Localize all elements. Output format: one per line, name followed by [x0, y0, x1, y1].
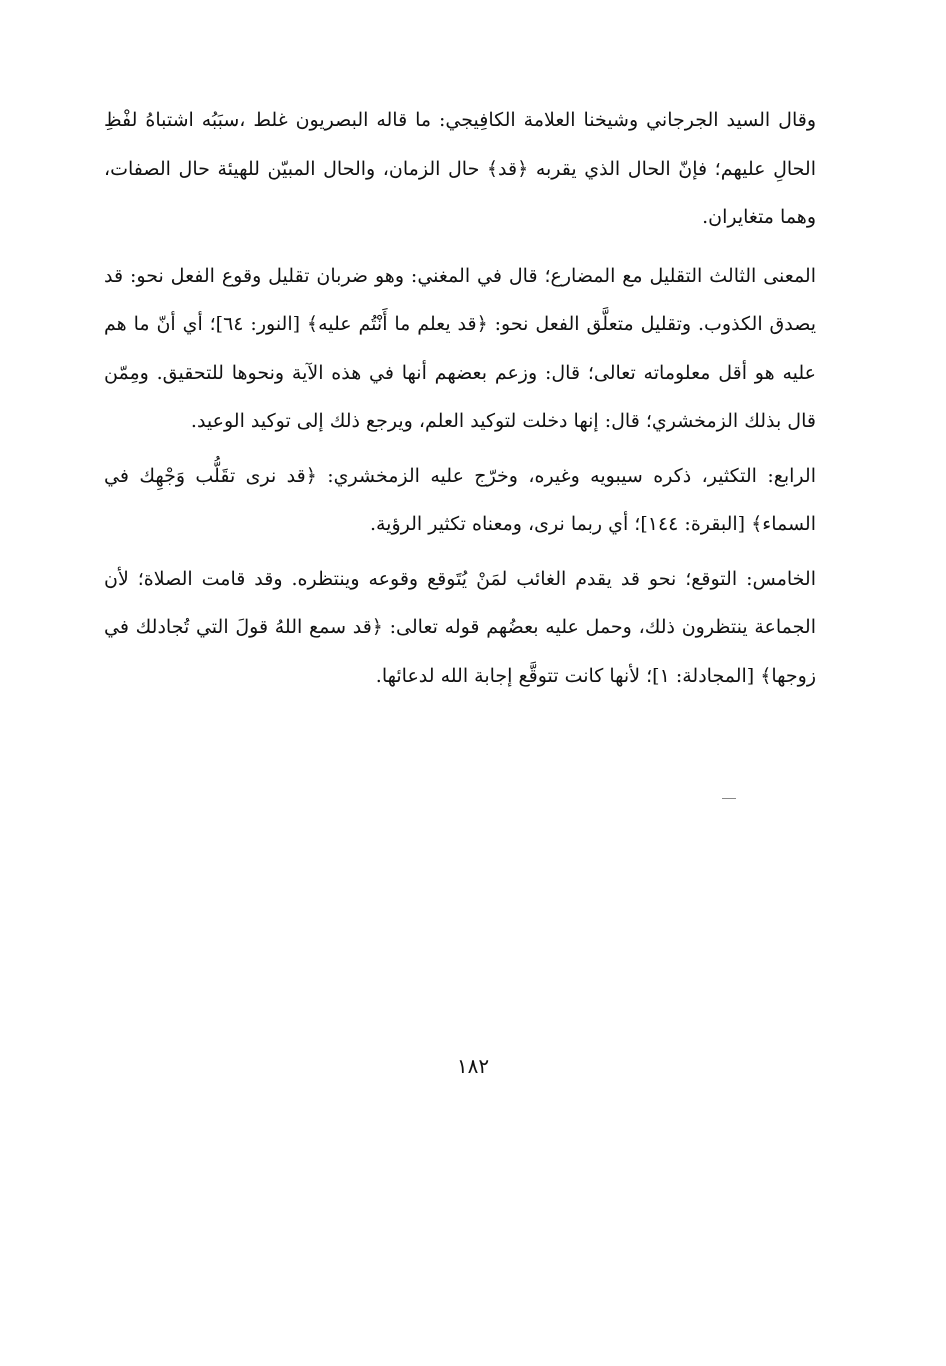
paragraph-fifth-meaning: الخامس: التوقع؛ نحو قد يقدم الغائب لمَنْ يُتَوقع وقوعه وينتظره. وقد قامت الصلاة؛ لأن الجماعة ينتظرون ذلك، وحمل عليه بعضُهم قوله تعالى: ﴿قد سمع اللهُ قولَ التي تُجادلك في زوجها﴾ [المجادلة: ١]؛ لأنها كانت تتوقَّع إجابة الله لدعائها.: [104, 567, 816, 687]
body-text: [104, 96, 816, 700]
page-number: ١٨٢: [456, 1054, 490, 1078]
paragraph-jurjani-opinion: وقال السيد الجرجاني وشيخنا العلامة الكافِيجي: ما قاله البصريون غلط ،سبَبُه اشتباهُ لفْظِ الحالِ عليهم؛ فإنّ الحال الذي يقربه ﴿قد﴾ حال الزمان، والحال المبيّن للهيئة حال الصفات، وهما متغايران.: [104, 109, 816, 228]
paragraph-third-meaning: المعنى الثالث التقليل مع المضارع؛ قال في المغني: وهو ضربان تقليل وقوع الفعل نحو: قد يصدق الكذوب. وتقليل متعلَّق الفعل نحو: ﴿قد يعلم ما أَنْتُم عليه﴾ [النور: ٦٤]؛ أي أنّ ما هم عليه هو أقل معلوماته تعالى؛ قال: وزعم بعضهم أنها في هذه الآية ونحوها للتحقيق. ومِمّن قال بذلك الزمخشري؛ قال: إنها دخلت لتوكيد العلم، ويرجع ذلك إلى توكيد الوعيد.: [104, 264, 816, 432]
paragraph-fourth-meaning: الرابع: التكثير، ذكره سيبويه وغيره، وخرّج عليه الزمخشري: ﴿قد نرى تقَلُّب وَجْهِك في السماء﴾ [البقرة: ١٤٤]؛ أي ربما نرى، ومعناه تكثير الرؤية.: [104, 464, 816, 535]
section-end-mark: [722, 798, 736, 799]
